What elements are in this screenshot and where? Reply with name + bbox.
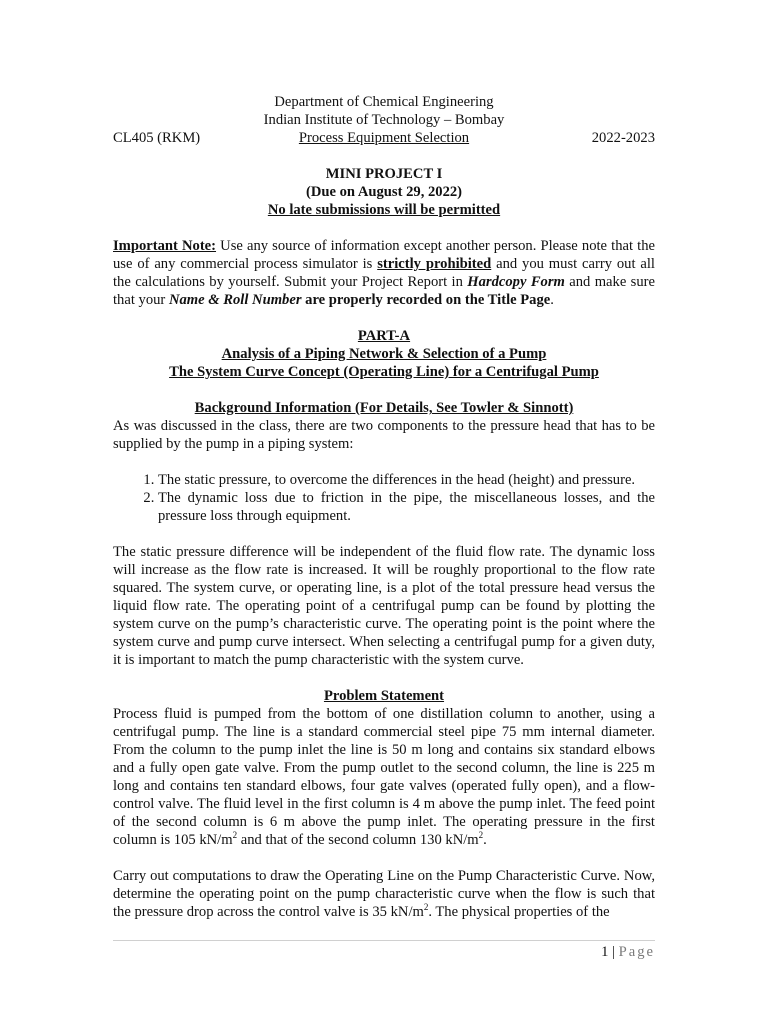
academic-year: 2022-2023 bbox=[591, 130, 655, 146]
background-paragraph: The static pressure difference will be independent of the fluid flow rate. The dynamic loss will increase as the flow rate is increased. It will be roughly proportional to the flow rate squared. The system curve, or operating line, is a plot of the total pressure head versus the liquid flow rate. The operating point of a centrifugal pump can be found by plotting the system curve on the pump’s characteristic curve. The operating point is the point where the system curve and pump curve intersect. When selecting a centrifugal pump for a given duty, it is important to match the pump characteristic with the system curve. bbox=[113, 544, 655, 668]
background-intro: As was discussed in the class, there are two components to the pressure head that has to be supplied by the pump in a piping system: bbox=[113, 418, 655, 452]
background-heading: Background Information (For Details, See Towler & Sinnott) bbox=[194, 400, 574, 416]
important-note: Important Note: Use any source of information except another person. Please note that the use of any commercial process simulator is strictly prohibited and you must carry out all the calculations by yourself. Submit your Project Report in Hardcopy Form and make sure that your Name & Roll Number are properly recorded on the Title Page. bbox=[113, 238, 655, 308]
page-number: 1 bbox=[601, 944, 609, 960]
part-a-heading: PART-A bbox=[357, 328, 411, 344]
part-a-subtitle-1: Analysis of a Piping Network & Selection of a Pump bbox=[221, 346, 547, 362]
part-a-subtitle-2: The System Curve Concept (Operating Line) for a Centrifugal Pump bbox=[169, 364, 599, 380]
department-name: Department of Chemical Engineering bbox=[274, 94, 494, 110]
project-title: MINI PROJECT I bbox=[325, 166, 443, 182]
page-footer bbox=[601, 943, 655, 961]
hardcopy-form: Hardcopy Form bbox=[467, 274, 565, 290]
list-item: 1. The static pressure, to overcome the differences in the head (height) and pressure. bbox=[158, 471, 655, 489]
course-info-row bbox=[113, 129, 655, 147]
institute-name: Indian Institute of Technology – Bombay bbox=[263, 112, 505, 128]
list-item: 2. The dynamic loss due to friction in the pipe, the miscellaneous losses, and the pressure loss through equipment. bbox=[158, 489, 655, 525]
task-paragraph: Carry out computations to draw the Operating Line on the Pump Characteristic Curve. Now, determine the operating point on the pump characteristic curve when the flow is such that the pressure drop across the control valve is 35 $kN/m^2$. The physical properties of the bbox=[113, 868, 655, 920]
course-code: CL405 (RKM) bbox=[113, 130, 201, 146]
footer-separator: | bbox=[608, 944, 619, 960]
due-date: (Due on August 29, 2022) bbox=[305, 184, 463, 200]
footer-divider bbox=[113, 940, 655, 941]
pressure-components-list bbox=[113, 471, 655, 525]
important-note-label: Important Note: bbox=[113, 238, 217, 254]
name-roll-number: Name & Roll Number bbox=[168, 292, 302, 308]
strictly-prohibited: strictly prohibited bbox=[377, 256, 492, 272]
page-label: Page bbox=[618, 944, 655, 960]
problem-statement: Process fluid is pumped from the bottom of one distillation column to another, using a centrifugal pump. The line is a standard commercial steel pipe 75 mm internal diameter. From the column to the pump inlet the line is 50 m long and contains six standard elbows and a fully open gate valve. From the pump outlet to the second column, the line is 225 m long and contains ten standard elbows, four gate valves (operated fully open), and a flow-control valve. The fluid level in the first column is 4 m above the pump inlet. The feed point of the second column is 6 m above the pump inlet. The operating pressure in the first column is 105 $kN/m^2$ and that of the second column 130 $kN/m^2$. bbox=[113, 706, 655, 848]
page-content bbox=[113, 93, 655, 921]
problem-heading: Problem Statement bbox=[323, 688, 445, 704]
late-policy: No late submissions will be permitted bbox=[267, 202, 501, 218]
course-title: Process Equipment Selection bbox=[298, 130, 470, 146]
